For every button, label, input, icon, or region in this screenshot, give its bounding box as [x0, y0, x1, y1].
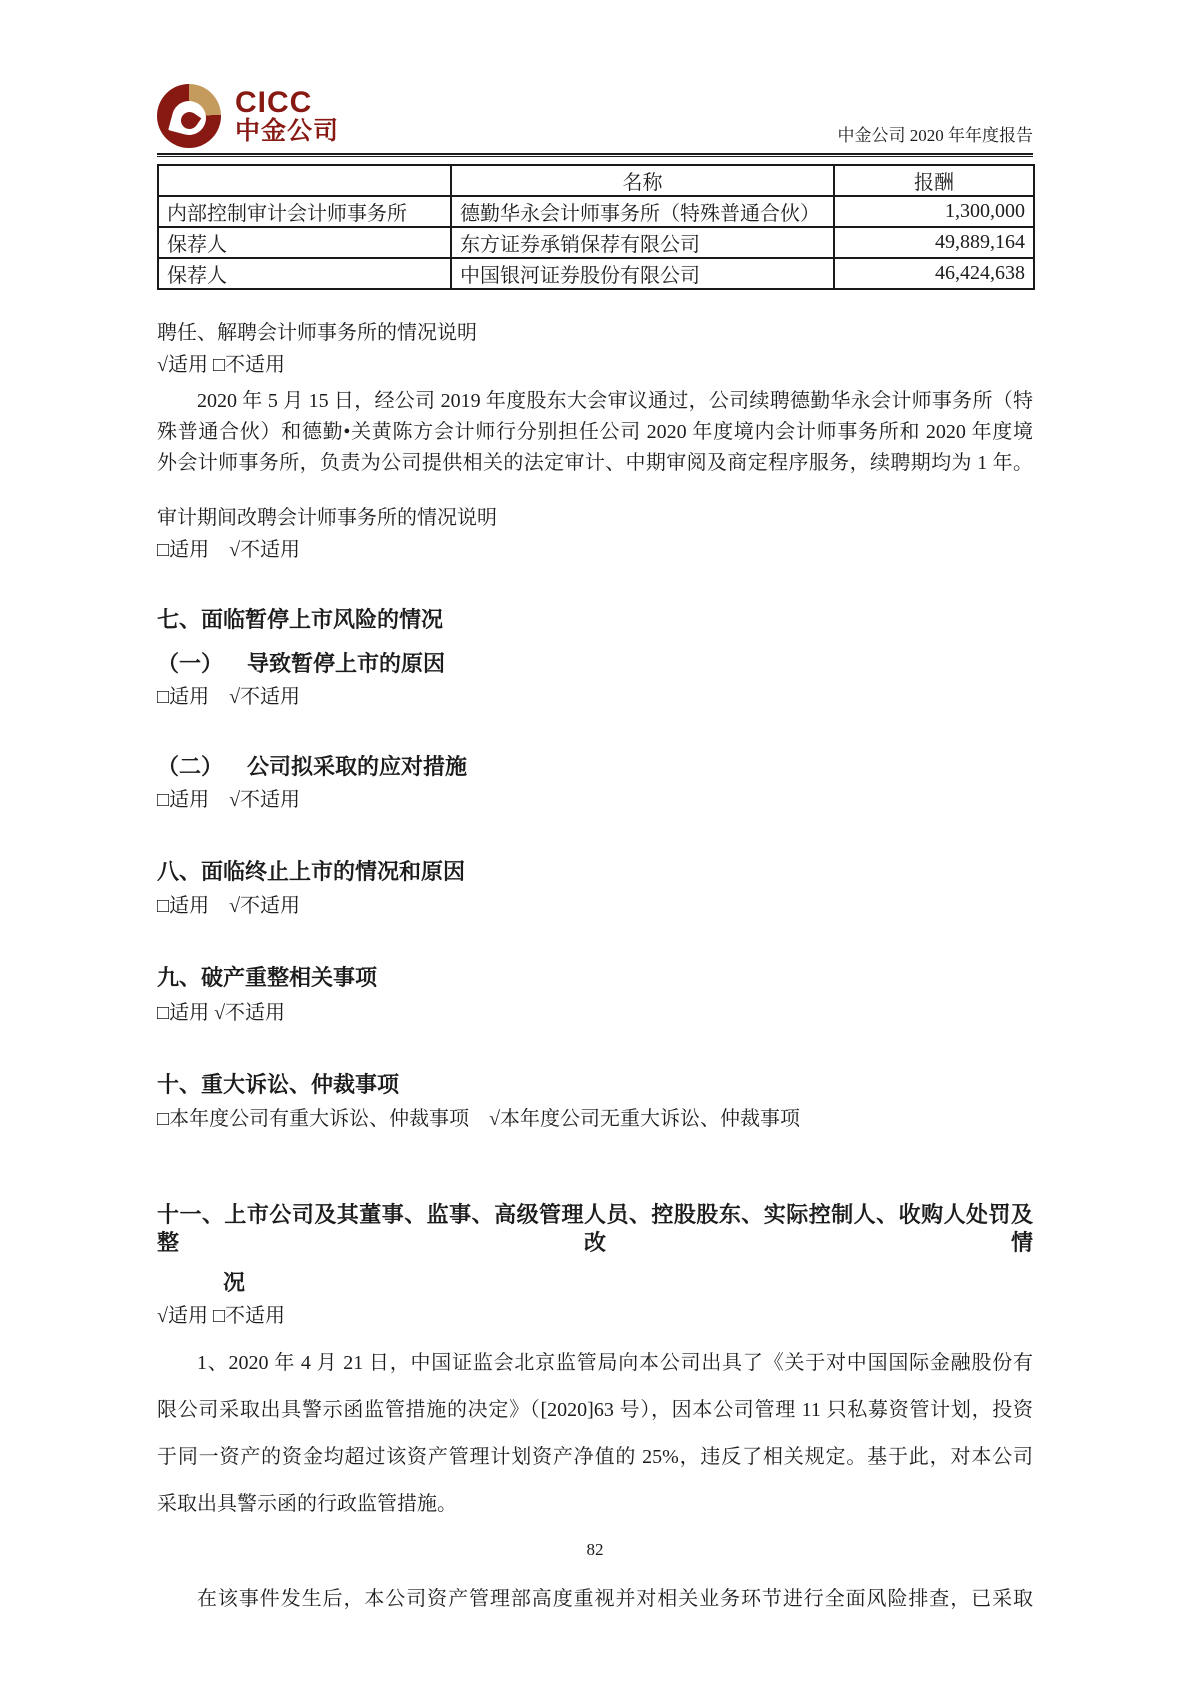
subheading-7-2-title: 公司拟采取的应对措施: [247, 754, 468, 779]
subheading-7-1-title: 导致暂停上市的原因: [247, 651, 446, 676]
cicc-logo-icon: [157, 84, 221, 148]
col-header-name: 名称: [451, 165, 834, 196]
sub7-1-applicable-line: □适用 √不适用: [157, 686, 301, 708]
paragraph-line: 外会计师事务所，负责为公司提供相关的法定审计、中期审阅及商定程序服务，续聘期均为 1 年。: [157, 452, 1033, 474]
col-header-role: [158, 165, 451, 196]
subheading-7-1: [157, 650, 1033, 678]
paragraph-line: 1、2020 年 4 月 21 日，中国证监会北京监管局向本公司出具了《关于对中国国际金融股份有: [197, 1352, 1033, 1374]
cell-name: 德勤华永会计师事务所（特殊普通合伙）: [451, 196, 834, 227]
heading-10: 十、重大诉讼、仲裁事项: [157, 1072, 400, 1097]
fees-table: [157, 164, 1035, 290]
cell-role: 保荐人: [158, 227, 451, 258]
change-applicable-line: □适用 √不适用: [157, 539, 301, 561]
heading-11: [157, 1201, 1033, 1297]
sec11-paragraph-1: [157, 1340, 1033, 1528]
cell-name: 中国银河证券股份有限公司: [451, 258, 834, 289]
cell-pay: 49,889,164: [834, 227, 1034, 258]
table-row: [158, 196, 1034, 227]
report-title: 中金公司 2020 年年度报告: [837, 126, 1033, 145]
appoint-section-title: 聘任、解聘会计师事务所的情况说明: [157, 322, 477, 344]
heading-11-line2: 况: [223, 1270, 246, 1295]
sec8-applicable-line: □适用 √不适用: [157, 895, 301, 917]
subheading-7-1-num: （一）: [157, 651, 224, 676]
paragraph-line: 殊普通合伙）和德勤•关黄陈方会计师行分别担任公司 2020 年度境内会计师事务所和 2020 年度境: [157, 421, 1033, 443]
page-number: 82: [586, 1540, 604, 1559]
paragraph-line: 限公司采取出具警示函监管措施的决定》（[2020]63 号），因本公司管理 11 只私募资管计划，投资: [157, 1399, 1033, 1421]
cicc-logo-text: [235, 85, 340, 145]
cell-pay: 1,300,000: [834, 196, 1034, 227]
logo-text-cn: 中金公司: [235, 116, 340, 145]
sec10-statement-line: □本年度公司有重大诉讼、仲裁事项 √本年度公司无重大诉讼、仲裁事项: [157, 1108, 801, 1130]
heading-8: 八、面临终止上市的情况和原因: [157, 859, 466, 884]
sec11-paragraph-2: 在该事件发生后，本公司资产管理部高度重视并对相关业务环节进行全面风险排查，已采取: [197, 1588, 1033, 1610]
paragraph-line: 于同一资产的资金均超过该资产管理计划资产净值的 25%，违反了相关规定。基于此，对本公司: [157, 1446, 1033, 1468]
header-rule: [157, 153, 1033, 157]
table-row: [158, 258, 1034, 289]
paragraph-line: 采取出具警示函的行政监管措施。: [157, 1493, 457, 1515]
paragraph-line: 2020 年 5 月 15 日，经公司 2019 年度股东大会审议通过，公司续聘德勤华永会计师事务所（特: [197, 390, 1033, 412]
page-content: [157, 0, 1033, 1623]
change-section-title: 审计期间改聘会计师事务所的情况说明: [157, 507, 497, 529]
appoint-applicable-line: √适用 □不适用: [157, 354, 286, 376]
cell-pay: 46,424,638: [834, 258, 1034, 289]
cell-role: 保荐人: [158, 258, 451, 289]
table-header-row: [158, 165, 1034, 196]
table-row: [158, 227, 1034, 258]
subheading-7-2-num: （二）: [157, 754, 224, 779]
cell-name: 东方证券承销保荐有限公司: [451, 227, 834, 258]
heading-11-line1: 十一、上市公司及其董事、监事、高级管理人员、控股股东、实际控制人、收购人处罚及整改情: [157, 1202, 1033, 1255]
page-header: [157, 76, 1033, 148]
sec11-applicable-line: √适用 □不适用: [157, 1305, 286, 1327]
appoint-paragraph: [157, 386, 1033, 479]
logo-text-en: CICC: [235, 85, 313, 119]
heading-9: 九、破产重整相关事项: [157, 965, 378, 990]
sec9-applicable-line: □适用 √不适用: [157, 1002, 286, 1024]
cicc-logo: [157, 84, 339, 148]
subheading-7-2: [157, 753, 1033, 781]
sub7-2-applicable-line: □适用 √不适用: [157, 789, 301, 811]
heading-7: 七、面临暂停上市风险的情况: [157, 607, 444, 632]
cell-role: 内部控制审计会计师事务所: [158, 196, 451, 227]
col-header-pay: 报酬: [834, 165, 1034, 196]
